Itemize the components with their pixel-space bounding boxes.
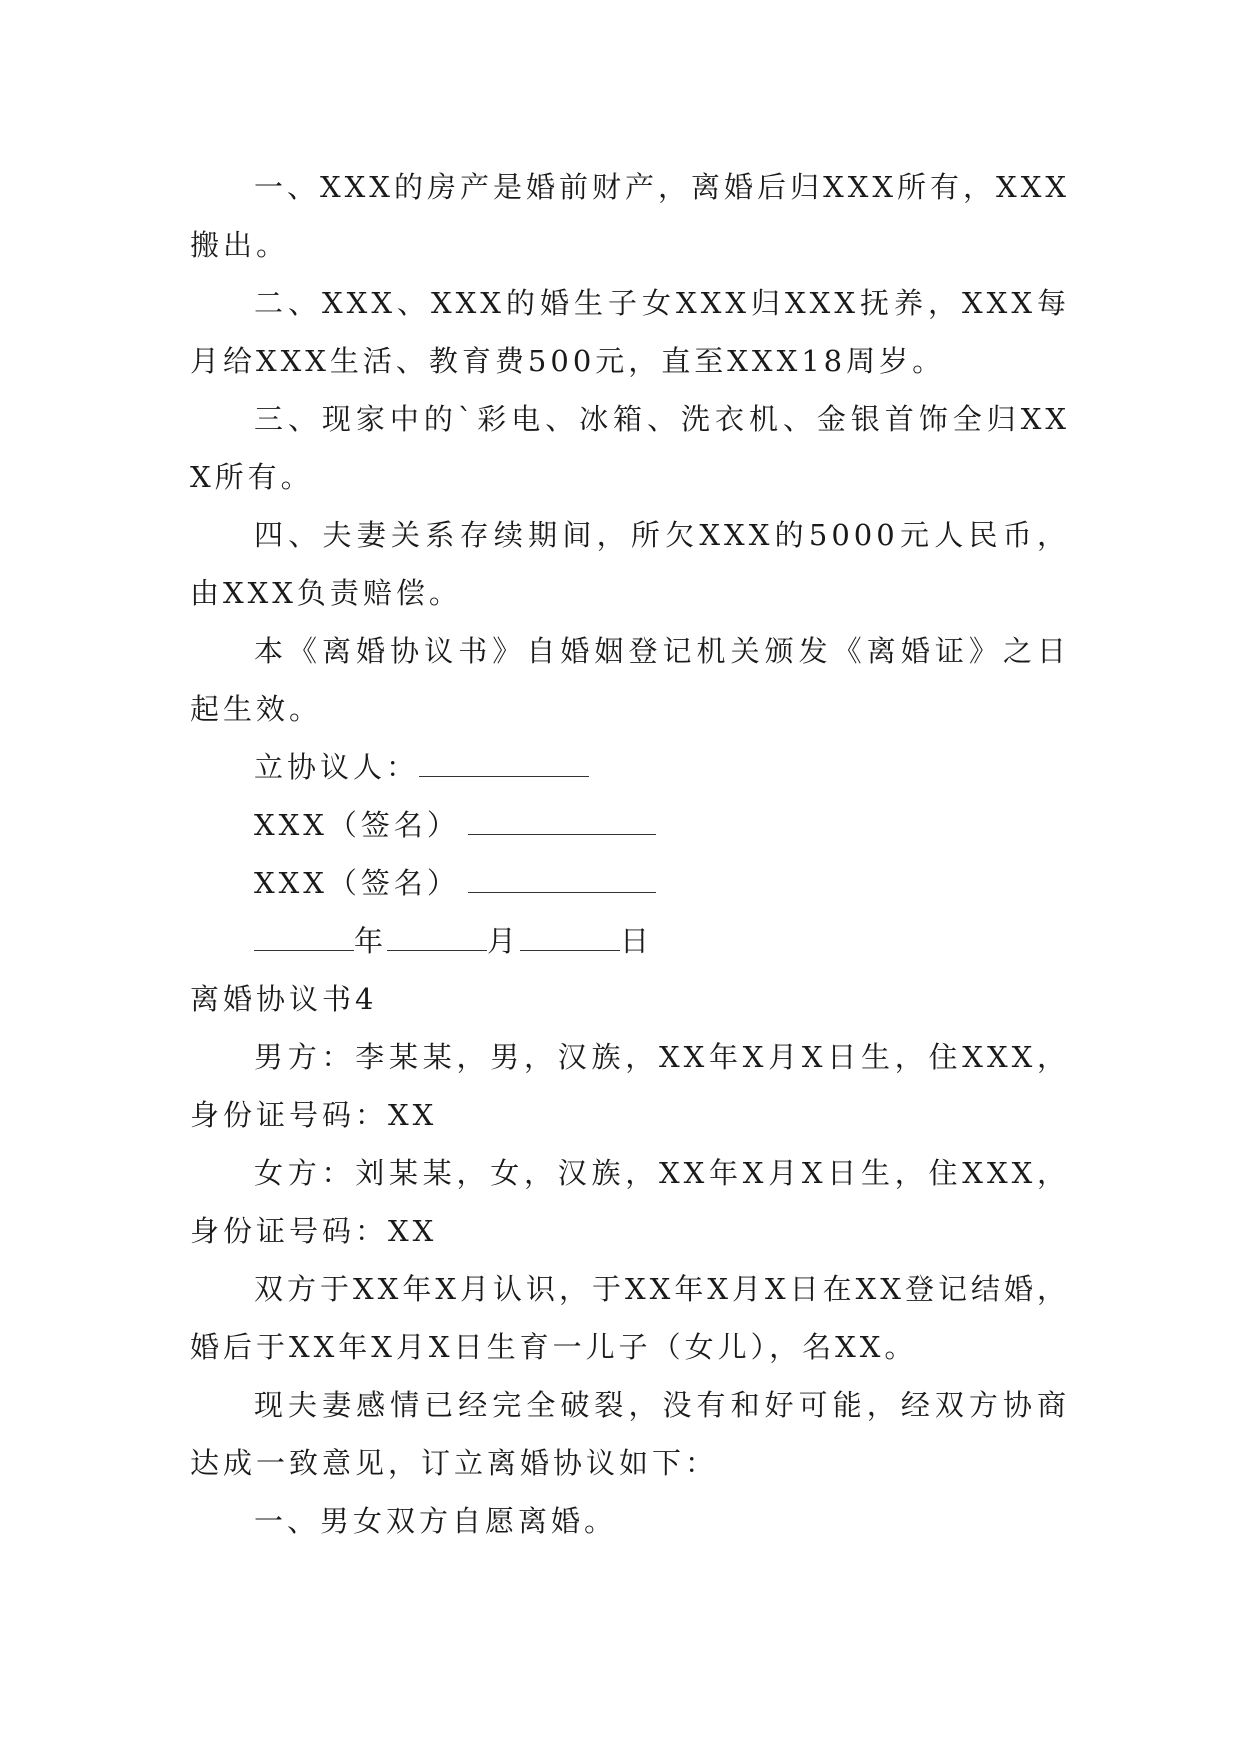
clause-3-paragraph: 三、现家中的`彩电、冰箱、洗衣机、金银首饰全归XXX所有。: [190, 402, 1070, 494]
signature-label-1: XXX（签名）: [254, 808, 460, 842]
signature-blank-2: [468, 858, 656, 893]
party-blank: [419, 742, 589, 777]
clause-4-paragraph: 四、夫妻关系存续期间，所欠XXX的5000元人民币，由XXX负责赔偿。: [190, 518, 1070, 610]
signature-line-1: [190, 796, 1070, 854]
day-label: 日: [620, 924, 654, 958]
effective-date-paragraph: 本《离婚协议书》自婚姻登记机关颁发《离婚证》之日起生效。: [190, 634, 1070, 726]
female-party-paragraph: 女方：刘某某，女，汉族，XX年X月X日生，住XXX，身份证号码：XX: [190, 1156, 1070, 1248]
year-blank: [254, 916, 354, 951]
clause-1-paragraph: 一、XXX的房产是婚前财产，离婚后归XXX所有，XXX搬出。: [190, 170, 1070, 262]
male-party-paragraph: 男方：李某某，男，汉族，XX年X月X日生，住XXX，身份证号码：XX: [190, 1040, 1070, 1132]
clause-2-paragraph: 二、XXX、XXX的婚生子女XXX归XXX抚养，XXX每月给XXX生活、教育费500元，直至XXX18周岁。: [190, 286, 1070, 378]
section-heading: 离婚协议书4: [190, 982, 378, 1016]
month-label: 月: [487, 924, 521, 958]
signature-label-2: XXX（签名）: [254, 866, 460, 900]
signature-blank-1: [468, 800, 656, 835]
agreement-intro-paragraph: 现夫妻感情已经完全破裂，没有和好可能，经双方协商达成一致意见，订立离婚协议如下：: [190, 1388, 1070, 1480]
party-label: 立协议人：: [254, 750, 420, 784]
document-page: [190, 158, 1070, 1550]
clause-divorce-paragraph: 一、男女双方自愿离婚。: [254, 1504, 618, 1538]
year-label: 年: [354, 924, 388, 958]
date-line: [190, 912, 1070, 970]
day-blank: [520, 916, 620, 951]
party-signature-line: [190, 738, 1070, 796]
marriage-history-paragraph: 双方于XX年X月认识，于XX年X月X日在XX登记结婚，婚后于XX年X月X日生育一儿子（女儿），名XX。: [190, 1272, 1070, 1364]
signature-line-2: [190, 854, 1070, 912]
month-blank: [387, 916, 487, 951]
